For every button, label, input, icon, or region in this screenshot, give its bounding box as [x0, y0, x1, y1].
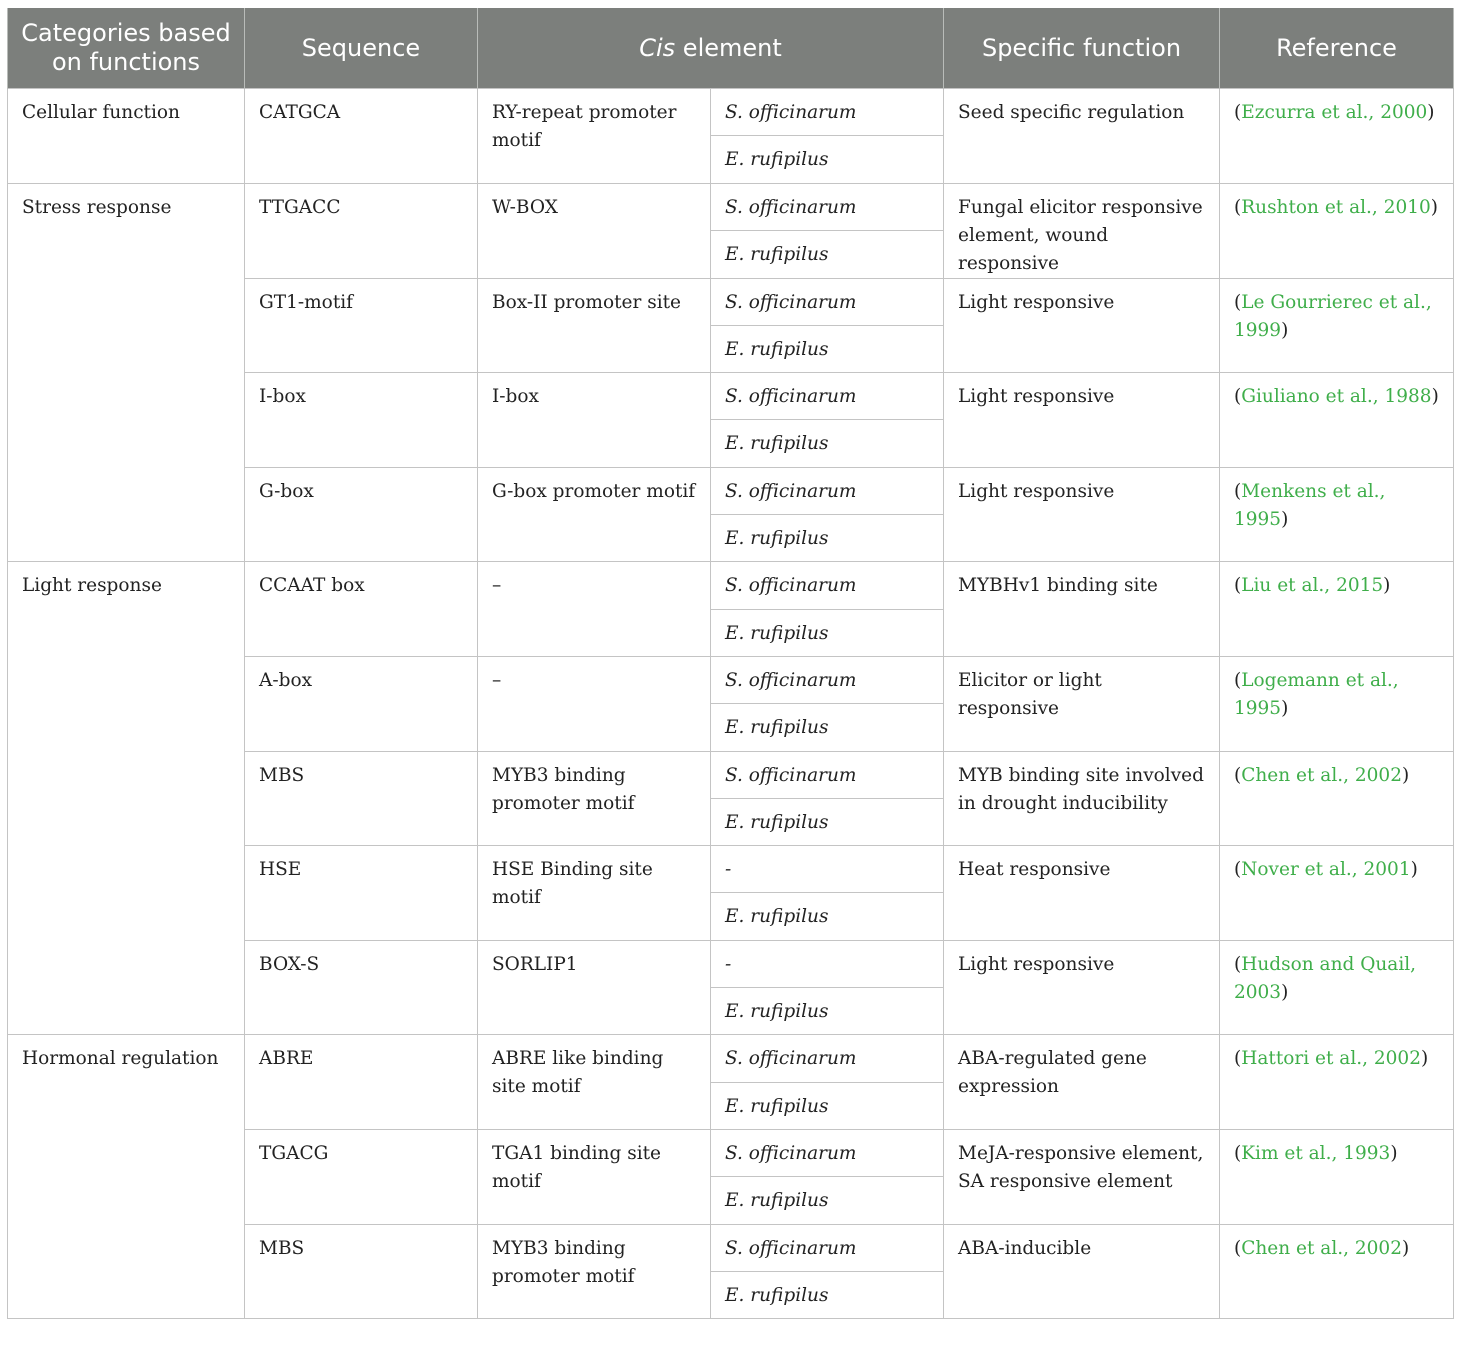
reference-link[interactable]: Chen et al., 2002: [1241, 1237, 1402, 1259]
reference-cell: (Liu et al., 2015): [1220, 562, 1454, 657]
reference-cell: (Hudson and Quail, 2003): [1220, 940, 1454, 1035]
category-cell: Stress response: [8, 183, 245, 562]
sequence-cell: BOX-S: [245, 940, 478, 1035]
reference-link[interactable]: Liu et al., 2015: [1241, 575, 1384, 597]
header-sequence: Sequence: [245, 8, 478, 89]
sequence-cell: HSE: [245, 846, 478, 941]
cis-element-cell: SORLIP1: [478, 940, 711, 1035]
species-cell: S. officinarum: [711, 89, 944, 136]
table-row: [8, 562, 1454, 609]
reference-cell: (Kim et al., 1993): [1220, 1129, 1454, 1224]
function-cell: Light responsive: [944, 373, 1220, 468]
reference-link[interactable]: Chen et al., 2002: [1241, 764, 1402, 786]
species-cell: S. officinarum: [711, 751, 944, 798]
sequence-cell: ABRE: [245, 1035, 478, 1130]
cis-element-cell: Box-II promoter site: [478, 278, 711, 373]
cis-element-cell: TGA1 binding site motif: [478, 1129, 711, 1224]
reference-link[interactable]: Logemann et al., 1995: [1234, 669, 1399, 719]
reference-cell: (Chen et al., 2002): [1220, 751, 1454, 846]
function-cell: MeJA-responsive element, SA responsive element: [944, 1129, 1220, 1224]
reference-cell: (Logemann et al., 1995): [1220, 656, 1454, 751]
reference-link[interactable]: Rushton et al., 2010: [1241, 196, 1431, 218]
species-cell: S. officinarum: [711, 1035, 944, 1082]
sequence-cell: MBS: [245, 1224, 478, 1319]
header-function: Specific function: [944, 8, 1220, 89]
species-cell: S. officinarum: [711, 562, 944, 609]
function-cell: Light responsive: [944, 278, 1220, 373]
reference-cell: (Hattori et al., 2002): [1220, 1035, 1454, 1130]
function-cell: Heat responsive: [944, 846, 1220, 941]
reference-cell: (Ezcurra et al., 2000): [1220, 89, 1454, 184]
sequence-cell: G-box: [245, 467, 478, 562]
function-cell: Fungal elicitor responsive element, wound responsive: [944, 183, 1220, 278]
function-cell: MYBHv1 binding site: [944, 562, 1220, 657]
sequence-cell: A-box: [245, 656, 478, 751]
function-cell: Seed specific regulation: [944, 89, 1220, 184]
species-cell: E. rufipilus: [711, 609, 944, 656]
species-cell: S. officinarum: [711, 278, 944, 325]
species-cell: S. officinarum: [711, 467, 944, 514]
species-cell: E. rufipilus: [711, 136, 944, 183]
species-cell: E. rufipilus: [711, 515, 944, 562]
reference-link[interactable]: Giuliano et al., 1988: [1241, 386, 1432, 408]
function-cell: Light responsive: [944, 940, 1220, 1035]
sequence-cell: I-box: [245, 373, 478, 468]
species-cell: S. officinarum: [711, 656, 944, 703]
category-cell: Light response: [8, 562, 245, 1035]
species-cell: S. officinarum: [711, 1129, 944, 1176]
sequence-cell: GT1-motif: [245, 278, 478, 373]
species-cell: E. rufipilus: [711, 704, 944, 751]
header-cis-element: [478, 8, 944, 89]
reference-link[interactable]: Le Gourrierec et al., 1999: [1234, 291, 1432, 341]
reference-cell: (Menkens et al., 1995): [1220, 467, 1454, 562]
cis-element-cell: G-box promoter motif: [478, 467, 711, 562]
species-cell: E. rufipilus: [711, 231, 944, 279]
species-cell: E. rufipilus: [711, 988, 944, 1035]
function-cell: Elicitor or light responsive: [944, 656, 1220, 751]
species-cell: E. rufipilus: [711, 893, 944, 940]
table-row: [8, 1035, 1454, 1082]
species-cell: -: [711, 846, 944, 893]
cis-element-table: [7, 8, 1454, 1319]
category-cell: Hormonal regulation: [8, 1035, 245, 1319]
species-cell: E. rufipilus: [711, 1177, 944, 1224]
reference-cell: (Nover et al., 2001): [1220, 846, 1454, 941]
function-cell: ABA-inducible: [944, 1224, 1220, 1319]
reference-link[interactable]: Nover et al., 2001: [1241, 859, 1411, 881]
species-cell: E. rufipilus: [711, 420, 944, 467]
cis-element-cell: RY-repeat promoter motif: [478, 89, 711, 184]
species-cell: E. rufipilus: [711, 325, 944, 372]
category-cell: Cellular function: [8, 89, 245, 184]
cis-element-cell: –: [478, 562, 711, 657]
sequence-cell: CATGCA: [245, 89, 478, 184]
function-cell: MYB binding site involved in drought inducibility: [944, 751, 1220, 846]
sequence-cell: CCAAT box: [245, 562, 478, 657]
reference-cell: (Rushton et al., 2010): [1220, 183, 1454, 278]
species-cell: S. officinarum: [711, 1224, 944, 1271]
species-cell: E. rufipilus: [711, 798, 944, 845]
cis-element-cell: MYB3 binding promoter motif: [478, 751, 711, 846]
cis-element-cell: W-BOX: [478, 183, 711, 278]
header-reference: Reference: [1220, 8, 1454, 89]
species-cell: S. officinarum: [711, 183, 944, 231]
header-category: Categories based on functions: [8, 8, 245, 89]
sequence-cell: TGACG: [245, 1129, 478, 1224]
sequence-cell: TTGACC: [245, 183, 478, 278]
species-cell: -: [711, 940, 944, 987]
reference-link[interactable]: Menkens et al., 1995: [1234, 480, 1386, 530]
cis-element-cell: I-box: [478, 373, 711, 468]
species-cell: E. rufipilus: [711, 1271, 944, 1318]
header-cis-word: Cis: [639, 33, 676, 62]
sequence-cell: MBS: [245, 751, 478, 846]
reference-link[interactable]: Kim et al., 1993: [1241, 1142, 1391, 1164]
cis-element-cell: MYB3 binding promoter motif: [478, 1224, 711, 1319]
species-cell: S. officinarum: [711, 373, 944, 420]
cis-element-cell: HSE Binding site motif: [478, 846, 711, 941]
header-cis-rest: element: [675, 33, 782, 62]
species-cell: E. rufipilus: [711, 1082, 944, 1129]
reference-link[interactable]: Hattori et al., 2002: [1241, 1048, 1421, 1070]
cis-element-cell: –: [478, 656, 711, 751]
function-cell: ABA-regulated gene expression: [944, 1035, 1220, 1130]
header-row: [8, 8, 1454, 89]
reference-link[interactable]: Hudson and Quail, 2003: [1234, 953, 1417, 1003]
reference-cell: (Le Gourrierec et al., 1999): [1220, 278, 1454, 373]
function-cell: Light responsive: [944, 467, 1220, 562]
reference-cell: (Giuliano et al., 1988): [1220, 373, 1454, 468]
table-body: [8, 89, 1454, 1319]
reference-cell: (Chen et al., 2002): [1220, 1224, 1454, 1319]
cis-element-cell: ABRE like binding site motif: [478, 1035, 711, 1130]
table-row: [8, 183, 1454, 231]
reference-link[interactable]: Ezcurra et al., 2000: [1241, 102, 1428, 123]
table-row: [8, 89, 1454, 136]
